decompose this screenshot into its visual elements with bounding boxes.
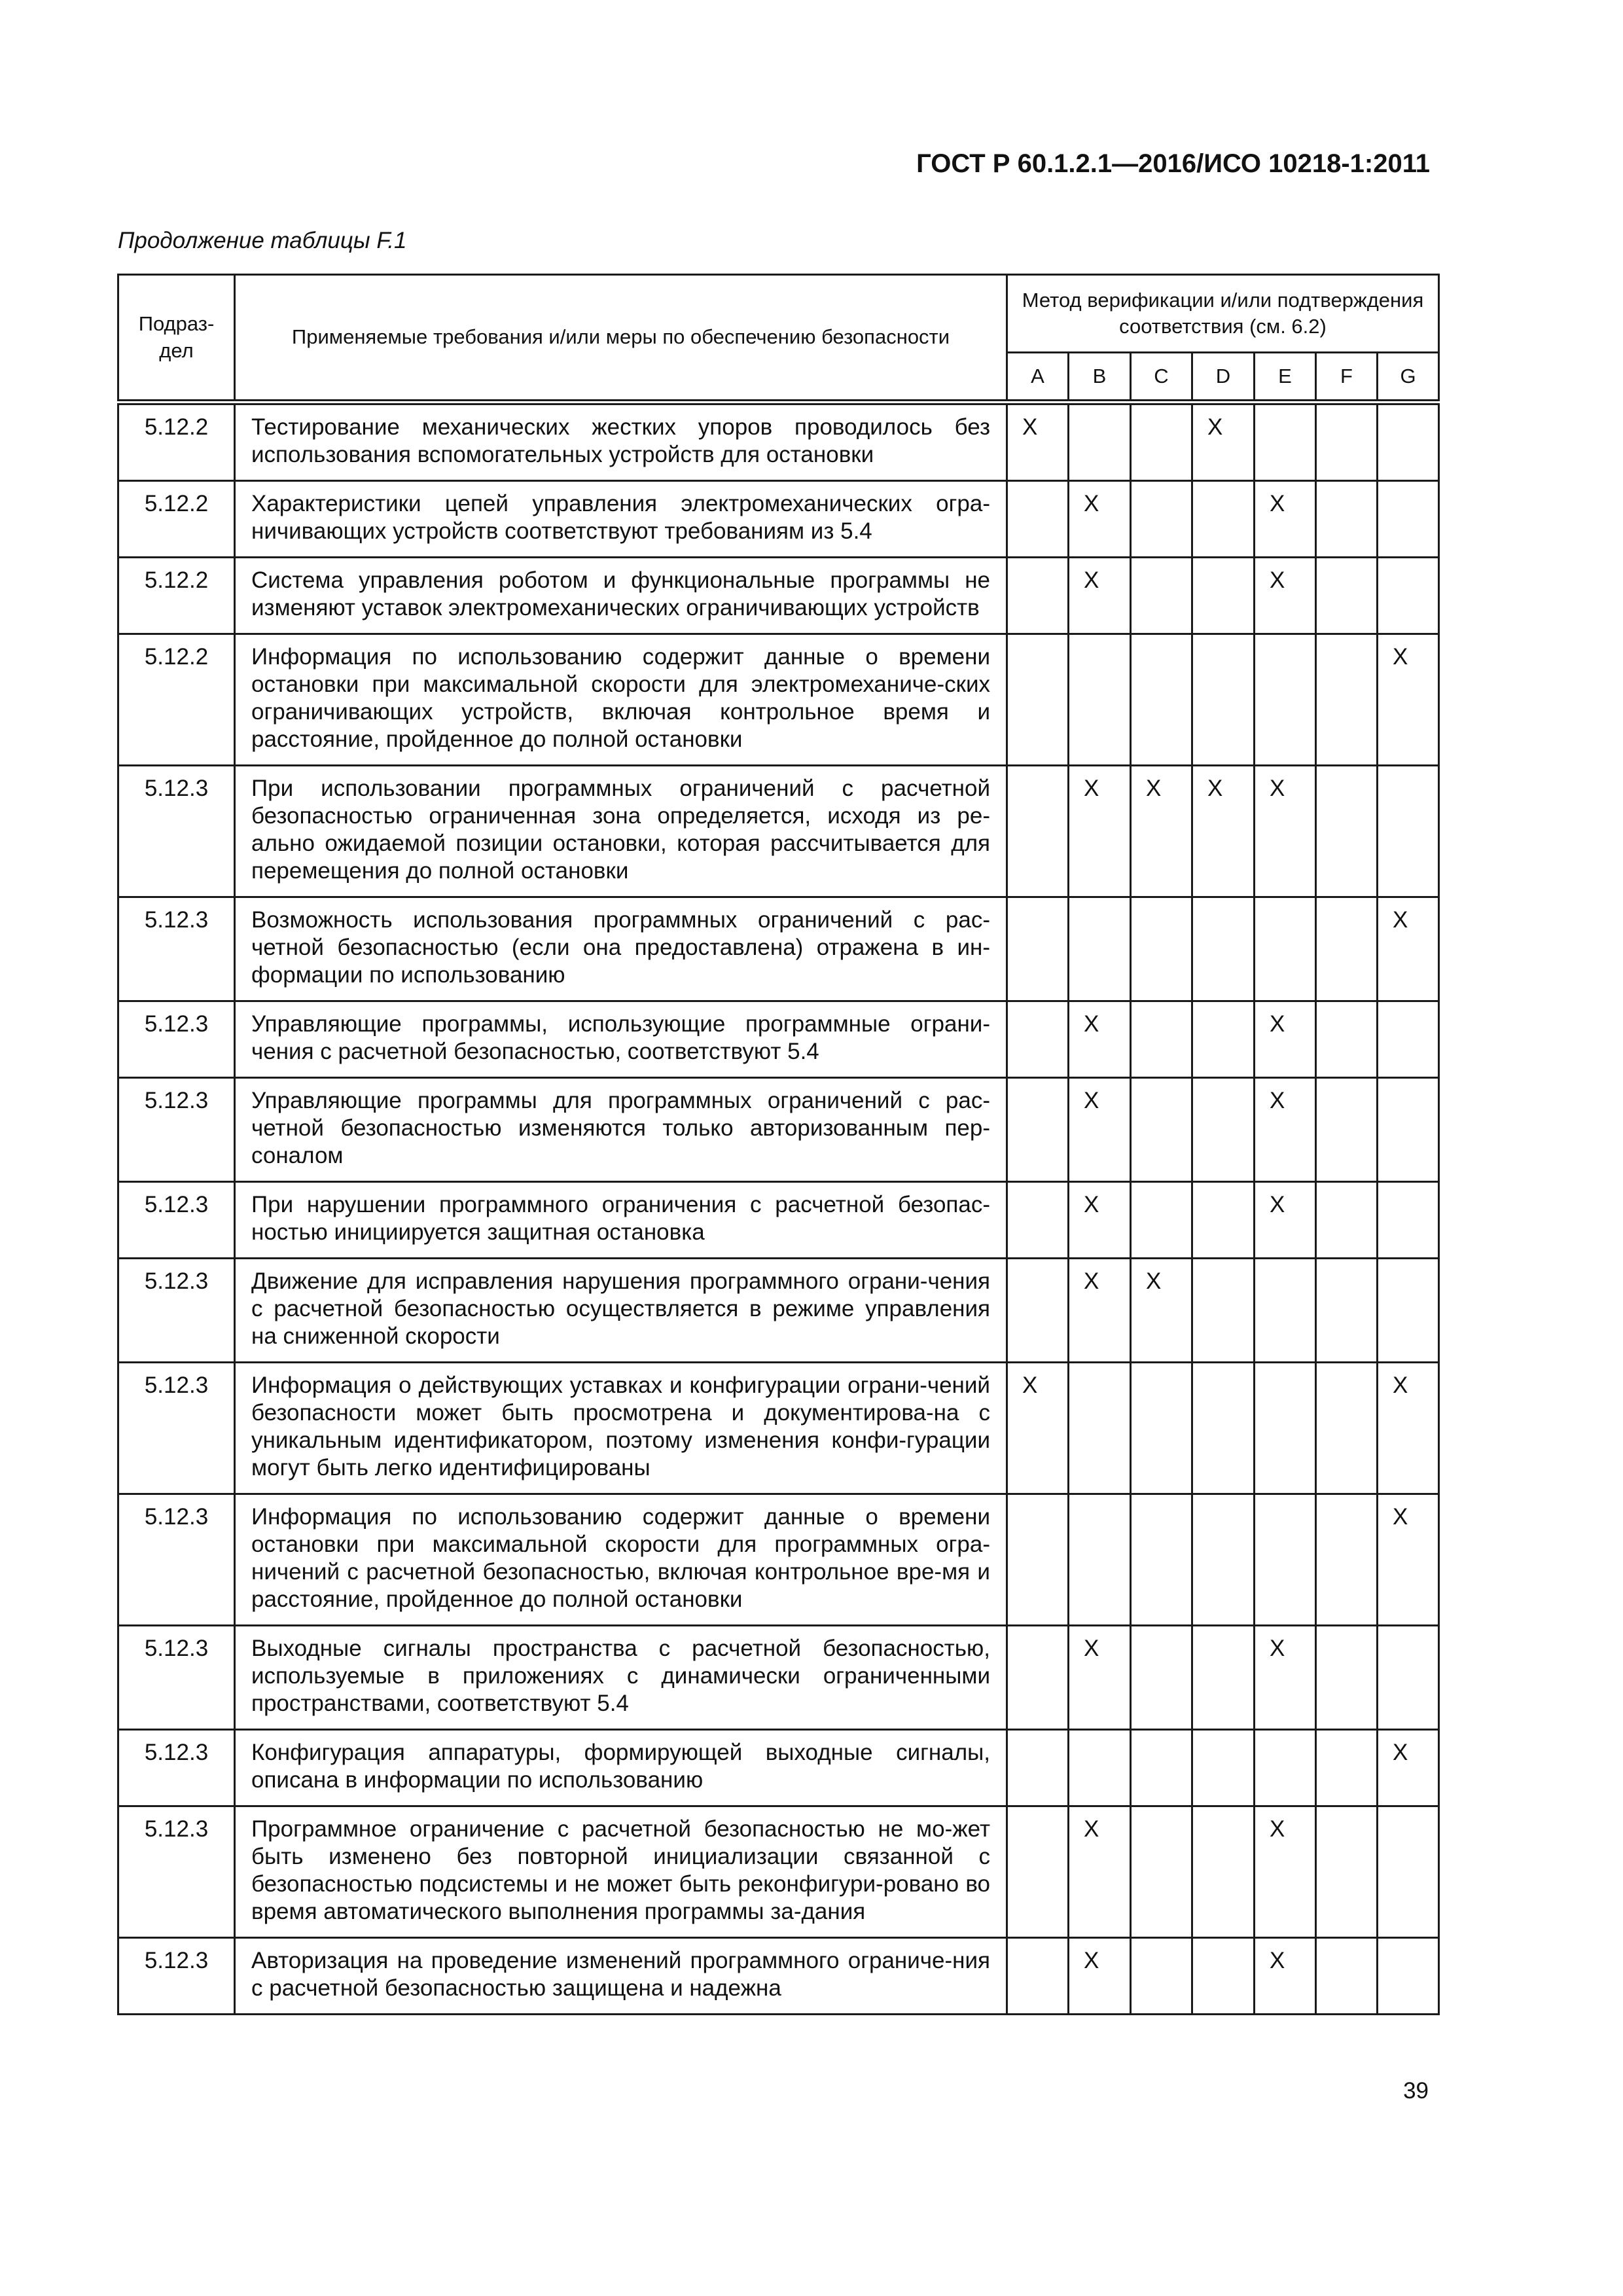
requirement-cell: Конфигурация аппаратуры, формирующей выходные сигналы, описана в информации по использованию: [235, 1730, 1007, 1806]
requirement-cell: Авторизация на проведение изменений программного ограниче-ния с расчетной безопасностью защищена и надежна: [235, 1938, 1007, 2015]
method-mark-cell: X: [1378, 897, 1439, 1001]
header-method-letter: A: [1007, 353, 1069, 403]
subsection-cell: 5.12.3: [118, 897, 235, 1001]
subsection-cell: 5.12.2: [118, 634, 235, 766]
method-mark-cell: [1316, 558, 1378, 634]
table-row: [118, 558, 1439, 634]
method-mark-cell: [1131, 1938, 1192, 2015]
subsection-cell: 5.12.3: [118, 1078, 235, 1182]
table-row: [118, 403, 1439, 481]
subsection-cell: 5.12.3: [118, 1730, 235, 1806]
requirement-cell: Информация по использованию содержит данные о времени остановки при максимальной скорости для программных огра-ничений с расчетной безопасностью, включая контрольное вре-мя и расстояние, пройденное до полной остановки: [235, 1494, 1007, 1626]
method-mark-cell: [1316, 1626, 1378, 1730]
subsection-cell: 5.12.2: [118, 403, 235, 481]
method-mark-cell: [1378, 1078, 1439, 1182]
table-row: [118, 897, 1439, 1001]
method-mark-cell: X: [1378, 1494, 1439, 1626]
method-mark-cell: X: [1007, 403, 1069, 481]
requirement-cell: Характеристики цепей управления электромеханических огра-ничивающих устройств соответствуют требованиям из 5.4: [235, 481, 1007, 558]
method-mark-cell: X: [1192, 766, 1255, 897]
requirement-cell: Выходные сигналы пространства с расчетной безопасностью, используемые в приложениях с динамически ограниченными пространствами, соответствуют 5.4: [235, 1626, 1007, 1730]
method-mark-cell: [1192, 1938, 1255, 2015]
requirement-cell: Движение для исправления нарушения программного ограни-чения с расчетной безопасностью осуществляется в режиме управления на сниженной скорости: [235, 1259, 1007, 1363]
method-mark-cell: [1316, 766, 1378, 897]
method-mark-cell: [1316, 481, 1378, 558]
method-mark-cell: [1192, 1001, 1255, 1078]
requirement-cell: Система управления роботом и функциональные программы не изменяют уставок электромеханических ограничивающих устройств: [235, 558, 1007, 634]
method-mark-cell: X: [1131, 1259, 1192, 1363]
method-mark-cell: [1378, 558, 1439, 634]
method-mark-cell: [1378, 1626, 1439, 1730]
subsection-cell: 5.12.3: [118, 1259, 235, 1363]
header-subsection: Подраз- дел: [118, 275, 235, 403]
method-mark-cell: [1131, 1182, 1192, 1259]
method-mark-cell: [1316, 1182, 1378, 1259]
header-method-letter: B: [1069, 353, 1131, 403]
header-method-letter: D: [1192, 353, 1255, 403]
method-mark-cell: [1378, 1182, 1439, 1259]
method-mark-cell: [1378, 1938, 1439, 2015]
subsection-cell: 5.12.2: [118, 558, 235, 634]
method-mark-cell: X: [1069, 1938, 1131, 2015]
header-method-group: Метод верификации и/или подтверждения соответствия (см. 6.2): [1007, 275, 1439, 353]
method-mark-cell: X: [1255, 1078, 1316, 1182]
method-mark-cell: X: [1069, 1182, 1131, 1259]
subsection-cell: 5.12.3: [118, 1363, 235, 1494]
requirement-cell: При использовании программных ограничений с расчетной безопасностью ограниченная зона определяется, исходя из ре-ально ожидаемой позиции остановки, которая рассчитывается для перемещения до полной остановки: [235, 766, 1007, 897]
subsection-cell: 5.12.3: [118, 1806, 235, 1938]
table-row: [118, 1182, 1439, 1259]
method-mark-cell: [1007, 634, 1069, 766]
requirement-cell: Программное ограничение с расчетной безопасностью не мо-жет быть изменено без повторной инициализации связанной с безопасностью подсистемы и не может быть реконфигури-ровано во время автоматического выполнения программы за-дания: [235, 1806, 1007, 1938]
method-mark-cell: X: [1255, 1806, 1316, 1938]
method-mark-cell: X: [1069, 558, 1131, 634]
requirement-cell: Тестирование механических жестких упоров проводилось без использования вспомогательных устройств для остановки: [235, 403, 1007, 481]
table-row: [118, 481, 1439, 558]
method-mark-cell: [1007, 1494, 1069, 1626]
method-mark-cell: [1192, 558, 1255, 634]
method-mark-cell: [1192, 481, 1255, 558]
method-mark-cell: [1007, 1806, 1069, 1938]
method-mark-cell: X: [1255, 1182, 1316, 1259]
method-mark-cell: [1378, 1001, 1439, 1078]
method-mark-cell: [1007, 766, 1069, 897]
method-mark-cell: [1192, 1078, 1255, 1182]
method-mark-cell: [1007, 481, 1069, 558]
method-mark-cell: [1378, 481, 1439, 558]
table-row: [118, 1078, 1439, 1182]
method-mark-cell: X: [1255, 1001, 1316, 1078]
method-mark-cell: [1007, 558, 1069, 634]
subsection-cell: 5.12.3: [118, 1182, 235, 1259]
subsection-cell: 5.12.3: [118, 1001, 235, 1078]
method-mark-cell: [1131, 897, 1192, 1001]
method-mark-cell: [1131, 481, 1192, 558]
method-mark-cell: [1131, 1626, 1192, 1730]
method-mark-cell: X: [1378, 1363, 1439, 1494]
method-mark-cell: [1316, 1938, 1378, 2015]
requirement-cell: Информация по использованию содержит данные о времени остановки при максимальной скорости для электромеханиче-ских ограничивающих устройств, включая контрольное время и расстояние, пройденное до полной остановки: [235, 634, 1007, 766]
method-mark-cell: [1007, 1730, 1069, 1806]
header-method-letter: E: [1255, 353, 1316, 403]
method-mark-cell: [1192, 1730, 1255, 1806]
method-mark-cell: [1378, 1806, 1439, 1938]
method-mark-cell: [1131, 1001, 1192, 1078]
requirement-cell: Управляющие программы для программных ограничений с рас-четной безопасностью изменяются только авторизованным пер-соналом: [235, 1078, 1007, 1182]
method-mark-cell: [1007, 1001, 1069, 1078]
subsection-cell: 5.12.3: [118, 1626, 235, 1730]
method-mark-cell: [1069, 1730, 1131, 1806]
header-method-letter: C: [1131, 353, 1192, 403]
method-mark-cell: X: [1007, 1363, 1069, 1494]
method-mark-cell: X: [1069, 1259, 1131, 1363]
method-mark-cell: [1192, 1363, 1255, 1494]
method-mark-cell: X: [1192, 403, 1255, 481]
method-mark-cell: [1069, 403, 1131, 481]
method-mark-cell: [1316, 1806, 1378, 1938]
method-mark-cell: [1069, 897, 1131, 1001]
table-row: [118, 1938, 1439, 2015]
method-mark-cell: [1131, 1078, 1192, 1182]
method-mark-cell: [1316, 897, 1378, 1001]
table-row: [118, 1494, 1439, 1626]
requirement-cell: Информация о действующих уставках и конфигурации ограни-чений безопасности может быть просмотрена и документирова-на с уникальным идентификатором, поэтому изменения конфи-гурации могут быть легко идентифицированы: [235, 1363, 1007, 1494]
header-method-letter: G: [1378, 353, 1439, 403]
method-mark-cell: [1255, 403, 1316, 481]
subsection-cell: 5.12.2: [118, 481, 235, 558]
requirement-cell: Управляющие программы, использующие программные ограни-чения с расчетной безопасностью, соответствуют 5.4: [235, 1001, 1007, 1078]
document-header: ГОСТ Р 60.1.2.1—2016/ИСО 10218-1:2011: [916, 149, 1430, 178]
method-mark-cell: [1131, 1363, 1192, 1494]
method-mark-cell: [1255, 1730, 1316, 1806]
method-mark-cell: [1255, 1494, 1316, 1626]
method-mark-cell: [1131, 558, 1192, 634]
table-row: [118, 1259, 1439, 1363]
method-mark-cell: X: [1069, 766, 1131, 897]
method-mark-cell: [1316, 403, 1378, 481]
method-mark-cell: X: [1378, 1730, 1439, 1806]
method-mark-cell: [1255, 1363, 1316, 1494]
method-mark-cell: [1316, 1001, 1378, 1078]
method-mark-cell: [1007, 1938, 1069, 2015]
method-mark-cell: X: [1255, 481, 1316, 558]
verification-table: [117, 274, 1440, 2015]
method-mark-cell: [1069, 1494, 1131, 1626]
method-mark-cell: X: [1255, 1626, 1316, 1730]
method-mark-cell: [1378, 766, 1439, 897]
method-mark-cell: X: [1069, 1806, 1131, 1938]
method-mark-cell: X: [1378, 634, 1439, 766]
method-mark-cell: [1007, 1259, 1069, 1363]
method-mark-cell: X: [1255, 1938, 1316, 2015]
method-mark-cell: X: [1069, 1078, 1131, 1182]
method-mark-cell: [1255, 897, 1316, 1001]
method-mark-cell: [1007, 1078, 1069, 1182]
method-mark-cell: [1192, 634, 1255, 766]
method-mark-cell: X: [1069, 1001, 1131, 1078]
subsection-cell: 5.12.3: [118, 766, 235, 897]
table-row: [118, 1806, 1439, 1938]
requirement-cell: Возможность использования программных ограничений с рас-четной безопасностью (если она предоставлена) отражена в ин-формации по использованию: [235, 897, 1007, 1001]
method-mark-cell: X: [1255, 766, 1316, 897]
method-mark-cell: X: [1255, 558, 1316, 634]
method-mark-cell: [1192, 1182, 1255, 1259]
method-mark-cell: [1007, 897, 1069, 1001]
method-mark-cell: [1192, 1494, 1255, 1626]
table-row: [118, 1363, 1439, 1494]
method-mark-cell: X: [1069, 481, 1131, 558]
method-mark-cell: [1069, 634, 1131, 766]
method-mark-cell: [1316, 1363, 1378, 1494]
method-mark-cell: X: [1069, 1626, 1131, 1730]
method-mark-cell: [1192, 1259, 1255, 1363]
table-row: [118, 1626, 1439, 1730]
requirement-cell: При нарушении программного ограничения с расчетной безопас-ностью инициируется защитная остановка: [235, 1182, 1007, 1259]
method-mark-cell: [1131, 1494, 1192, 1626]
page-number: 39: [1403, 2078, 1429, 2104]
table-row: [118, 766, 1439, 897]
table-row: [118, 1001, 1439, 1078]
method-mark-cell: [1255, 1259, 1316, 1363]
header-requirements: Применяемые требования и/или меры по обеспечению безопасности: [235, 275, 1007, 403]
method-mark-cell: [1316, 1730, 1378, 1806]
method-mark-cell: X: [1131, 766, 1192, 897]
method-mark-cell: [1007, 1182, 1069, 1259]
method-mark-cell: [1378, 403, 1439, 481]
table-row: [118, 634, 1439, 766]
method-mark-cell: [1192, 1806, 1255, 1938]
method-mark-cell: [1192, 897, 1255, 1001]
method-mark-cell: [1316, 1259, 1378, 1363]
method-mark-cell: [1255, 634, 1316, 766]
method-mark-cell: [1378, 1259, 1439, 1363]
header-method-letter: F: [1316, 353, 1378, 403]
method-mark-cell: [1131, 634, 1192, 766]
method-mark-cell: [1007, 1626, 1069, 1730]
table-row: [118, 1730, 1439, 1806]
method-mark-cell: [1316, 1494, 1378, 1626]
method-mark-cell: [1192, 1626, 1255, 1730]
subsection-cell: 5.12.3: [118, 1938, 235, 2015]
table-caption: Продолжение таблицы F.1: [118, 228, 407, 253]
method-mark-cell: [1131, 1730, 1192, 1806]
method-mark-cell: [1069, 1363, 1131, 1494]
method-mark-cell: [1131, 1806, 1192, 1938]
subsection-cell: 5.12.3: [118, 1494, 235, 1626]
method-mark-cell: [1131, 403, 1192, 481]
method-mark-cell: [1316, 634, 1378, 766]
method-mark-cell: [1316, 1078, 1378, 1182]
